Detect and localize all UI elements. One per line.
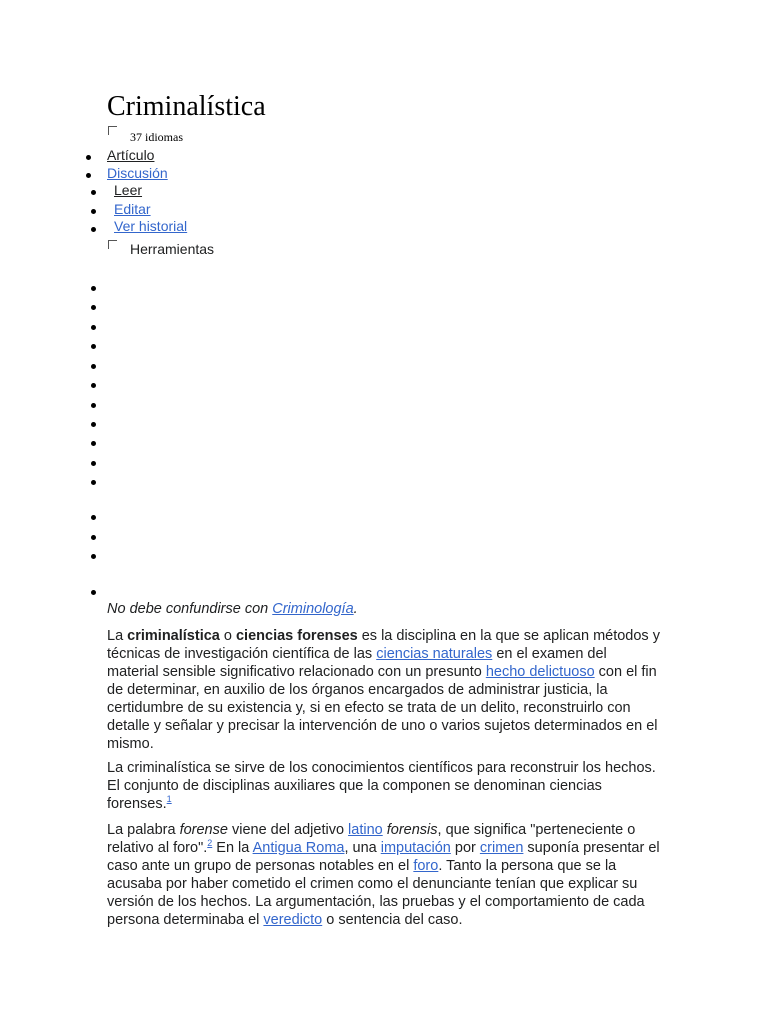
bullet-icon bbox=[86, 173, 91, 178]
bullet-icon bbox=[91, 227, 96, 232]
page-title: Criminalística bbox=[107, 91, 266, 122]
bold-term: ciencias forenses bbox=[235, 628, 358, 644]
action-edit[interactable]: Editar bbox=[114, 201, 151, 217]
link-imputacion[interactable]: imputación bbox=[380, 840, 451, 856]
paragraph-3 bbox=[107, 821, 662, 929]
bullet-icon bbox=[91, 590, 96, 595]
checkbox-icon[interactable] bbox=[108, 240, 117, 249]
bullet-icon bbox=[91, 535, 96, 540]
bullet-icon bbox=[91, 480, 96, 485]
checkbox-icon[interactable] bbox=[108, 126, 117, 135]
text: suponía presentar el caso ante un grupo de personas notables en el bbox=[107, 840, 660, 874]
italic-term: forense bbox=[179, 822, 228, 838]
bullet-icon bbox=[91, 209, 96, 214]
tools-label[interactable]: Herramientas bbox=[130, 241, 215, 257]
tab-discussion[interactable]: Discusión bbox=[107, 165, 168, 181]
text: o sentencia del caso. bbox=[322, 912, 463, 928]
action-read[interactable]: Leer bbox=[114, 182, 143, 198]
bullet-icon bbox=[91, 325, 96, 330]
bullet-icon bbox=[91, 403, 96, 408]
hatnote bbox=[107, 600, 662, 618]
bullet-icon bbox=[91, 422, 96, 427]
bullet-icon bbox=[91, 515, 96, 520]
bullet-icon bbox=[91, 190, 96, 195]
text: En la bbox=[212, 840, 253, 856]
link-hecho-delictuoso[interactable]: hecho delictuoso bbox=[485, 664, 595, 680]
bullet-icon bbox=[91, 305, 96, 310]
hatnote-suffix: . bbox=[353, 601, 358, 617]
link-criminologia[interactable]: Criminología bbox=[272, 601, 354, 617]
tab-article[interactable]: Artículo bbox=[107, 147, 155, 163]
link-veredicto[interactable]: veredicto bbox=[263, 912, 323, 928]
bullet-icon bbox=[91, 344, 96, 349]
bullet-icon bbox=[91, 441, 96, 446]
bullet-icon bbox=[91, 364, 96, 369]
text: , que significa "perteneciente o relativo al foro". bbox=[107, 822, 636, 856]
bullet-icon bbox=[91, 383, 96, 388]
bullet-icon bbox=[91, 461, 96, 466]
text: , una bbox=[344, 840, 381, 856]
bullet-icon bbox=[91, 286, 96, 291]
text: La bbox=[107, 628, 128, 644]
bold-term: criminalística bbox=[127, 628, 220, 644]
text: La criminalística se sirve de los conocimientos científicos para reconstruir los hechos. El conjunto de disciplinas auxiliares que la componen se denominan ciencias forenses. bbox=[107, 760, 656, 812]
text: o bbox=[219, 628, 236, 644]
text: es la disciplina en la que se aplican métodos y técnicas de investigación científica de las bbox=[107, 628, 660, 662]
languages-label[interactable]: 37 idiomas bbox=[130, 130, 183, 144]
action-history[interactable]: Ver historial bbox=[114, 218, 188, 234]
italic-term: forensis bbox=[386, 822, 438, 838]
reference-link[interactable]: 1 bbox=[166, 794, 172, 805]
text: por bbox=[450, 840, 480, 856]
paragraph-1 bbox=[107, 627, 662, 753]
bullet-icon bbox=[91, 554, 96, 559]
link-foro[interactable]: foro bbox=[413, 858, 439, 874]
text: La palabra bbox=[107, 822, 180, 838]
link-latino[interactable]: latino bbox=[348, 822, 383, 838]
text: . Tanto la persona que se la acusaba por haber cometido el crimen como el denunciante tenían que explicar su versión de los hechos. La argumentación, las pruebas y el comportamiento de cada persona determinaba el bbox=[107, 858, 645, 928]
paragraph-2 bbox=[107, 759, 662, 813]
hatnote-text: No debe confundirse con bbox=[107, 601, 273, 617]
bullet-icon bbox=[86, 155, 91, 160]
link-crimen[interactable]: crimen bbox=[479, 840, 524, 856]
reference-link[interactable]: 2 bbox=[207, 838, 213, 849]
link-antigua-roma[interactable]: Antigua Roma bbox=[252, 840, 345, 856]
text: viene del adjetivo bbox=[227, 822, 349, 838]
link-ciencias-naturales[interactable]: ciencias naturales bbox=[376, 646, 493, 662]
text: en el examen del material sensible significativo relacionado con un presunto bbox=[107, 646, 607, 680]
text: con el fin de determinar, en auxilio de los órganos encargados de administrar justicia, la certidumbre de su existencia y, si en efecto se trata de un delito, reconstruirlo con detalle y señalar y precisar la intervención de uno o varios sujetos determinados en el mismo. bbox=[107, 664, 658, 752]
